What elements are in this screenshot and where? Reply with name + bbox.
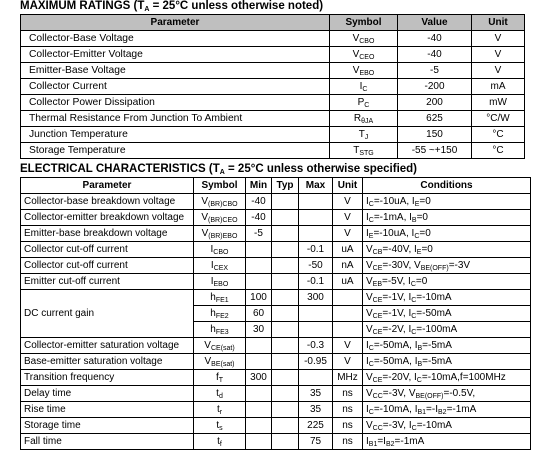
max-cell: [299, 210, 333, 226]
symbol-cell: $f_T$: [194, 370, 246, 386]
symbol-cell: $V_{BE(sat)}$: [194, 354, 246, 370]
conditions-cell: $V_{CE}=-1V$, $I_C=-10mA$: [363, 290, 531, 306]
min-cell: [246, 402, 272, 418]
col-header-unit: Unit: [472, 15, 525, 31]
min-cell: [246, 242, 272, 258]
table-row: [21, 290, 531, 306]
symbol-cell: $t_s$: [194, 418, 246, 434]
conditions-cell: $V_{EB}=-5V$, $I_C=0$: [363, 274, 531, 290]
parameter-cell: Collector cut-off current: [21, 242, 194, 258]
parameter-cell: Rise time: [21, 402, 194, 418]
typ-cell: [272, 354, 299, 370]
col-header-symbol: Symbol: [194, 178, 246, 194]
unit-cell: [333, 322, 363, 338]
parameter-cell: Collector-Base Voltage: [21, 31, 330, 47]
value-cell: -55 ~+150: [398, 143, 472, 159]
conditions-cell: $I_C=-50mA$, $I_B=-5mA$: [363, 338, 531, 354]
table-row: [21, 95, 525, 111]
col-header-value: Value: [398, 15, 472, 31]
table-header-row: [21, 178, 531, 194]
symbol-cell: $V_{(BR)CEO}$: [194, 210, 246, 226]
typ-cell: [272, 258, 299, 274]
parameter-cell: Thermal Resistance From Junction To Ambient: [21, 111, 330, 127]
max-cell: 75: [299, 434, 333, 450]
unit-cell: °C: [472, 143, 525, 159]
typ-cell: [272, 322, 299, 338]
value-cell: 150: [398, 127, 472, 143]
parameter-cell: Base-emitter saturation voltage: [21, 354, 194, 370]
min-cell: 300: [246, 370, 272, 386]
symbol-cell: $T_J$: [330, 127, 398, 143]
conditions-cell: $I_C=-50mA$, $I_B=-5mA$: [363, 354, 531, 370]
col-header-unit: Unit: [333, 178, 363, 194]
table-row: [21, 434, 531, 450]
value-cell: -5: [398, 63, 472, 79]
symbol-cell: $t_f$: [194, 434, 246, 450]
parameter-cell: Collector Power Dissipation: [21, 95, 330, 111]
unit-cell: V: [333, 194, 363, 210]
parameter-cell: Storage Temperature: [21, 143, 330, 159]
value-cell: 200: [398, 95, 472, 111]
col-header-symbol: Symbol: [330, 15, 398, 31]
symbol-cell: $I_C$: [330, 79, 398, 95]
typ-cell: [272, 274, 299, 290]
max-cell: [299, 370, 333, 386]
conditions-cell: $V_{CC}=-3V$, $V_{BE(OFF)}=-0.5V$,: [363, 386, 531, 402]
min-cell: -40: [246, 194, 272, 210]
typ-cell: [272, 290, 299, 306]
max-cell: -0.95: [299, 354, 333, 370]
table-row: [21, 31, 525, 47]
unit-cell: V: [472, 47, 525, 63]
parameter-cell: Collector Current: [21, 79, 330, 95]
typ-cell: [272, 418, 299, 434]
typ-cell: [272, 242, 299, 258]
symbol-cell: $I_{EBO}$: [194, 274, 246, 290]
unit-cell: [333, 290, 363, 306]
max-cell: 300: [299, 290, 333, 306]
max-cell: [299, 306, 333, 322]
symbol-cell: $V_{CEO}$: [330, 47, 398, 63]
table-row: [21, 242, 531, 258]
parameter-cell: Delay time: [21, 386, 194, 402]
min-cell: 100: [246, 290, 272, 306]
parameter-cell: DC current gain: [21, 290, 194, 338]
typ-cell: [272, 194, 299, 210]
col-header-min: Min: [246, 178, 272, 194]
conditions-cell: $V_{CE}=-30V$, $V_{BE(OFF)}=-3V$: [363, 258, 531, 274]
parameter-cell: Collector-Emitter Voltage: [21, 47, 330, 63]
unit-cell: ns: [333, 386, 363, 402]
max-ratings-table: [20, 14, 525, 159]
symbol-cell: $V_{CBO}$: [330, 31, 398, 47]
symbol-cell: $h_{FE1}$: [194, 290, 246, 306]
min-cell: -5: [246, 226, 272, 242]
electrical-table: [20, 177, 531, 450]
unit-cell: ns: [333, 402, 363, 418]
min-cell: 60: [246, 306, 272, 322]
unit-cell: nA: [333, 258, 363, 274]
table-row: [21, 274, 531, 290]
symbol-cell: $h_{FE3}$: [194, 322, 246, 338]
table-row: [21, 370, 531, 386]
table-row: [21, 402, 531, 418]
max-cell: 225: [299, 418, 333, 434]
table-row: [21, 63, 525, 79]
typ-cell: [272, 338, 299, 354]
value-cell: -200: [398, 79, 472, 95]
max-cell: -0.1: [299, 242, 333, 258]
unit-cell: °C: [472, 127, 525, 143]
parameter-cell: Transition frequency: [21, 370, 194, 386]
conditions-cell: $V_{CE}=-2V$, $I_C=-100mA$: [363, 322, 531, 338]
unit-cell: [333, 306, 363, 322]
typ-cell: [272, 402, 299, 418]
unit-cell: ns: [333, 418, 363, 434]
electrical-title: ELECTRICAL CHARACTERISTICS ($T_A = 25^\circ C$ unless otherwise specified): [20, 163, 418, 176]
min-cell: [246, 418, 272, 434]
conditions-cell: $V_{CE}=-1V$, $I_C=-50mA$: [363, 306, 531, 322]
min-cell: [246, 386, 272, 402]
max-cell: -0.3: [299, 338, 333, 354]
value-cell: 625: [398, 111, 472, 127]
parameter-cell: Fall time: [21, 434, 194, 450]
table-row: [21, 226, 531, 242]
parameter-cell: Junction Temperature: [21, 127, 330, 143]
table-row: [21, 143, 525, 159]
table-header-row: [21, 15, 525, 31]
parameter-cell: Emitter-Base Voltage: [21, 63, 330, 79]
parameter-cell: Emitter cut-off current: [21, 274, 194, 290]
unit-cell: V: [472, 31, 525, 47]
max-cell: [299, 322, 333, 338]
col-header-typ: Typ: [272, 178, 299, 194]
table-row: [21, 47, 525, 63]
conditions-cell: $V_{CB}=-40V$, $I_E=0$: [363, 242, 531, 258]
min-cell: -40: [246, 210, 272, 226]
typ-cell: [272, 306, 299, 322]
col-header-conditions: Conditions: [363, 178, 531, 194]
parameter-cell: Emitter-base breakdown voltage: [21, 226, 194, 242]
unit-cell: V: [333, 338, 363, 354]
max-cell: -0.1: [299, 274, 333, 290]
unit-cell: V: [333, 354, 363, 370]
min-cell: [246, 258, 272, 274]
symbol-cell: $T_{STG}$: [330, 143, 398, 159]
max-cell: 35: [299, 386, 333, 402]
min-cell: 30: [246, 322, 272, 338]
typ-cell: [272, 386, 299, 402]
max-ratings-title: MAXIMUM RATINGS ($T_A = 25^\circ C$ unless otherwise noted): [20, 0, 324, 13]
conditions-cell: $I_C=-1mA$, $I_B=0$: [363, 210, 531, 226]
min-cell: [246, 354, 272, 370]
value-cell: -40: [398, 47, 472, 63]
unit-cell: uA: [333, 242, 363, 258]
min-cell: [246, 434, 272, 450]
min-cell: [246, 274, 272, 290]
unit-cell: V: [333, 226, 363, 242]
symbol-cell: $t_r$: [194, 402, 246, 418]
table-row: [21, 111, 525, 127]
unit-cell: mW: [472, 95, 525, 111]
typ-cell: [272, 226, 299, 242]
conditions-cell: $I_C=-10mA$, $I_{B1}=-I_{B2}=-1mA$: [363, 402, 531, 418]
symbol-cell: $V_{CE(sat)}$: [194, 338, 246, 354]
typ-cell: [272, 370, 299, 386]
unit-cell: uA: [333, 274, 363, 290]
max-cell: -50: [299, 258, 333, 274]
unit-cell: °C/W: [472, 111, 525, 127]
table-row: [21, 210, 531, 226]
unit-cell: V: [333, 210, 363, 226]
table-row: [21, 354, 531, 370]
table-row: [21, 194, 531, 210]
symbol-cell: $V_{EBO}$: [330, 63, 398, 79]
min-cell: [246, 338, 272, 354]
conditions-cell: $V_{CE}=-20V$, $I_C=-10mA,f=100MHz$: [363, 370, 531, 386]
symbol-cell: $V_{(BR)EBO}$: [194, 226, 246, 242]
value-cell: -40: [398, 31, 472, 47]
symbol-cell: $I_{CEX}$: [194, 258, 246, 274]
max-cell: 35: [299, 402, 333, 418]
parameter-cell: Collector-base breakdown voltage: [21, 194, 194, 210]
symbol-cell: $t_d$: [194, 386, 246, 402]
parameter-cell: Collector cut-off current: [21, 258, 194, 274]
conditions-cell: $V_{CC}=-3V$, $I_C=-10mA$: [363, 418, 531, 434]
conditions-cell: $I_E=-10uA$, $I_C=0$: [363, 226, 531, 242]
symbol-cell: $V_{(BR)CBO}$: [194, 194, 246, 210]
typ-cell: [272, 210, 299, 226]
col-header-max: Max: [299, 178, 333, 194]
table-row: [21, 418, 531, 434]
typ-cell: [272, 434, 299, 450]
max-cell: [299, 226, 333, 242]
unit-cell: ns: [333, 434, 363, 450]
parameter-cell: Collector-emitter saturation voltage: [21, 338, 194, 354]
col-header-parameter: Parameter: [21, 178, 194, 194]
symbol-cell: $I_{CBO}$: [194, 242, 246, 258]
table-row: [21, 127, 525, 143]
max-cell: [299, 194, 333, 210]
parameter-cell: Collector-emitter breakdown voltage: [21, 210, 194, 226]
unit-cell: MHz: [333, 370, 363, 386]
unit-cell: V: [472, 63, 525, 79]
table-row: [21, 258, 531, 274]
conditions-cell: $I_{B1}=I_{B2}=-1mA$: [363, 434, 531, 450]
table-row: [21, 338, 531, 354]
unit-cell: mA: [472, 79, 525, 95]
symbol-cell: $R_{\theta JA}$: [330, 111, 398, 127]
parameter-cell: Storage time: [21, 418, 194, 434]
symbol-cell: $P_C$: [330, 95, 398, 111]
table-row: [21, 386, 531, 402]
symbol-cell: $h_{FE2}$: [194, 306, 246, 322]
conditions-cell: $I_C=-10uA$, $I_E=0$: [363, 194, 531, 210]
table-row: [21, 79, 525, 95]
col-header-parameter: Parameter: [21, 15, 330, 31]
